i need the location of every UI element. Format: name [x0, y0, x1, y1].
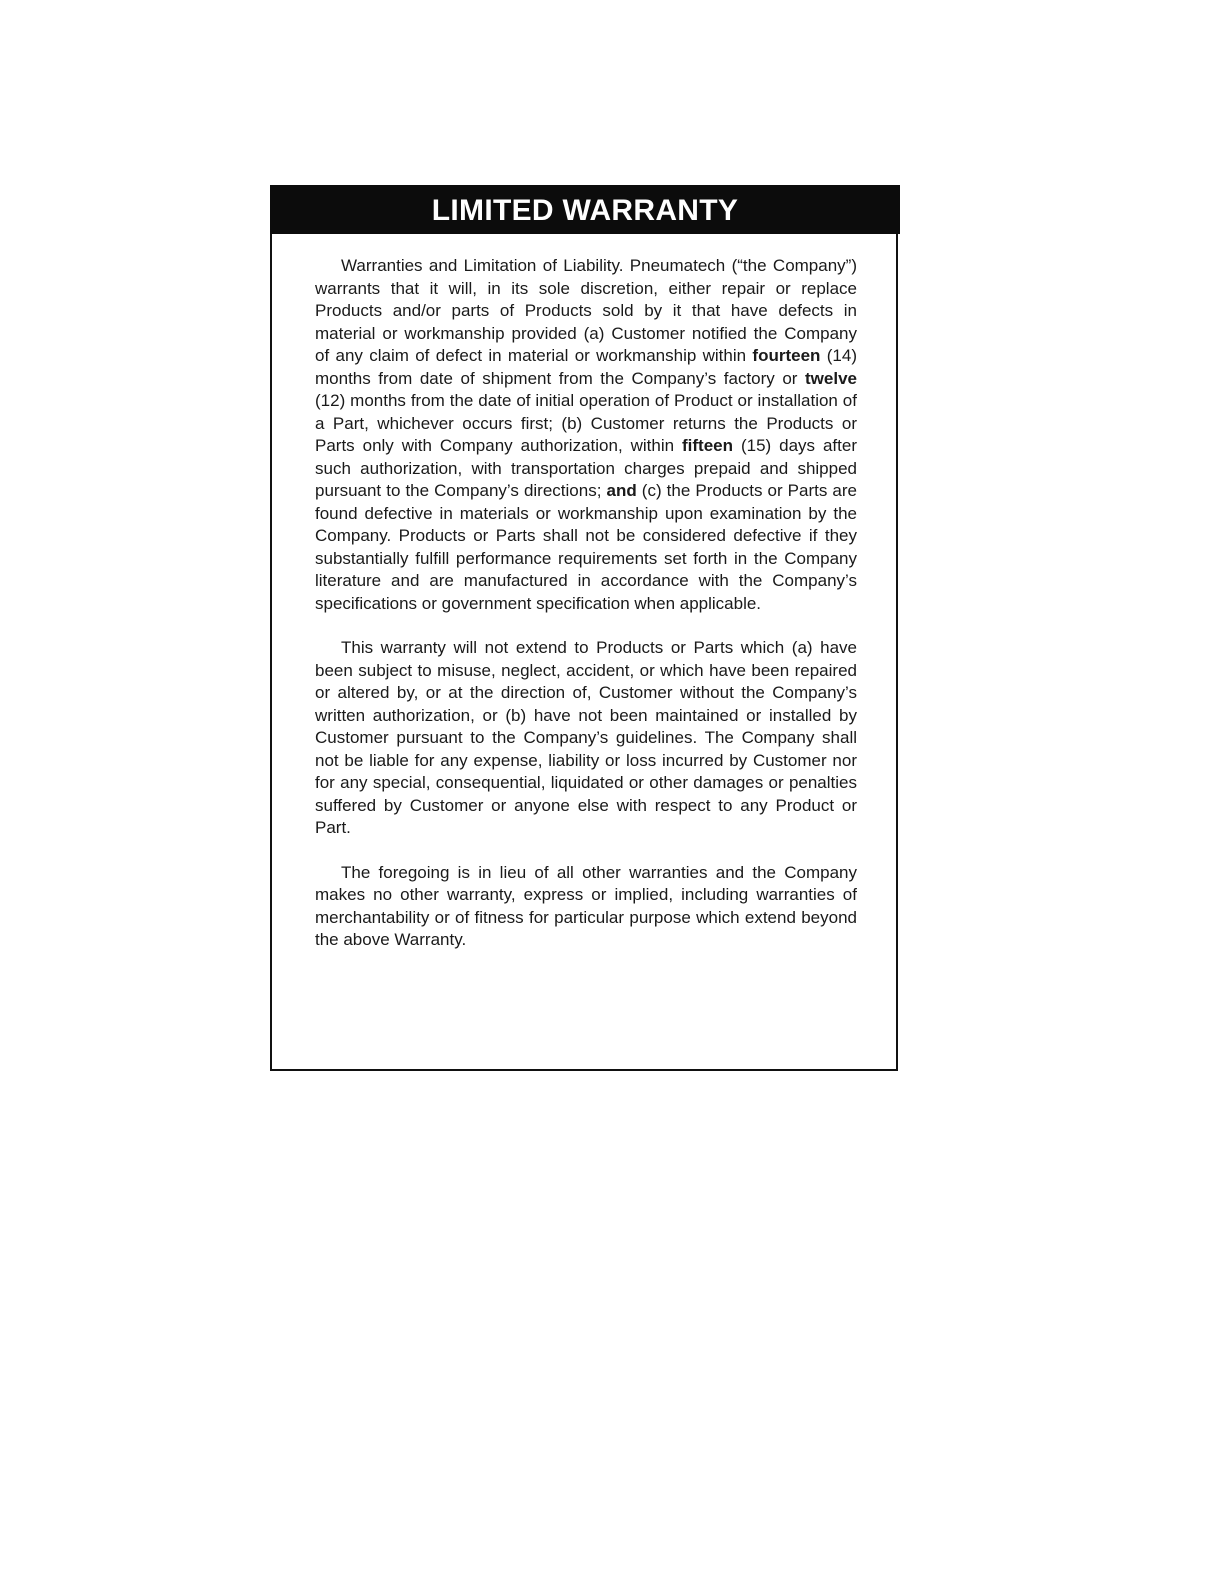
emphasis-twelve: twelve: [805, 368, 857, 388]
paragraph-text: (15) days after such authorization, with transportation charges prepaid and shipped pursuant to the Company’s directions;: [315, 436, 857, 500]
warranty-body: [315, 255, 857, 974]
emphasis-and: and: [606, 481, 637, 500]
warranty-paragraph-exclusions: This warranty will not extend to Products or Parts which (a) have been subject to misuse, neglect, accident, or which have been repaired or altered by, or at the direction of, Customer without the Company’s written authorization, or (b) have not been maintained or installed by Customer pursuant to the Company’s guidelines. The Company shall not be liable for any expense, liability or loss incurred by Customer nor for any special, consequential, liquidated or other damages or penalties suffered by Customer or anyone else with respect to any Product or Part.: [315, 638, 857, 837]
paragraph-text: Warranties and Limitation of Liability. Pneumatech (“the Company”) warrants that it will, in its sole discretion, either repair or replace Products and/or parts of Products sold by it that have defects in material or workmanship provided (a) Customer notified the Company of any claim of defect in material or workmanship within: [315, 256, 857, 365]
emphasis-fourteen: fourteen: [752, 346, 821, 365]
warranty-box: [270, 185, 898, 1071]
paragraph-text: (c) the Products or Parts are found defective in materials or workmanship upon examination by the Company. Products or Parts shall not be considered defective if they substantially fulfill performance requirements set forth in the Company literature and are manufactured in accordance with the Company’s specifications or government specification when applicable.: [315, 481, 857, 613]
warranty-paragraph-disclaimer: The foregoing is in lieu of all other warranties and the Company makes no other warranty, express or implied, including warranties of merchantability or of fitness for particular purpose which extend beyond the above Warranty.: [315, 862, 857, 949]
paragraph-text: (14) months from date of shipment from the Company’s factory or: [315, 346, 857, 388]
warranty-paragraph-liability: [315, 255, 857, 615]
warranty-title: LIMITED WARRANTY: [431, 193, 739, 227]
emphasis-fifteen: fifteen: [682, 436, 734, 455]
warranty-header-bar: [270, 185, 900, 234]
paragraph-text: (12) months from the date of initial operation of Product or installation of a Part, whichever occurs first; (b) Customer returns the Products or Parts only with Company authorization, within: [315, 391, 857, 455]
